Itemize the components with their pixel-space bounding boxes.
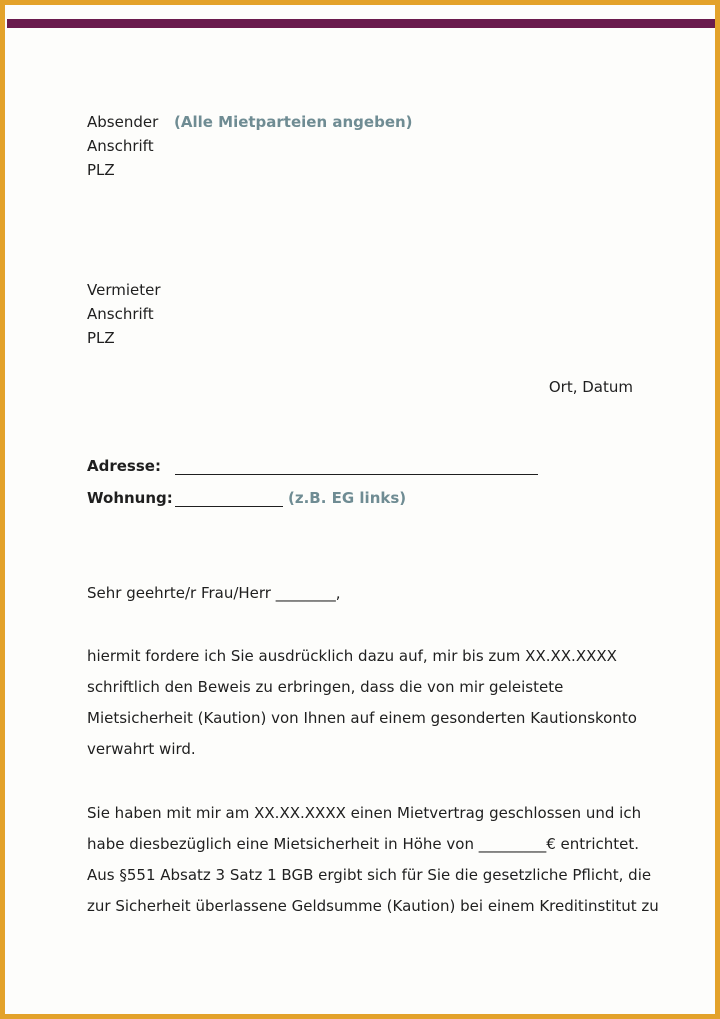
sender-address: Anschrift: [87, 137, 154, 155]
apartment-label: Wohnung:: [87, 489, 173, 507]
landlord-zip: PLZ: [87, 329, 115, 347]
paragraph-line: hiermit fordere ich Sie ausdrücklich dazu auf, mir bis zum XX.XX.XXXX: [87, 647, 617, 665]
salutation: Sehr geehrte/r Frau/Herr ________,: [87, 584, 341, 602]
apartment-note: (z.B. EG links): [288, 489, 407, 507]
paragraph-line: Aus §551 Absatz 3 Satz 1 BGB ergibt sich für Sie die gesetzliche Pflicht, die: [87, 866, 652, 884]
sender-note: (Alle Mietparteien angeben): [174, 113, 413, 131]
address-label: Adresse:: [87, 457, 161, 475]
address-blank-line: [175, 474, 538, 475]
paragraph-line: Mietsicherheit (Kaution) von Ihnen auf einem gesonderten Kautionskonto: [87, 709, 637, 727]
sender-zip: PLZ: [87, 161, 115, 179]
sender-name: Absender: [87, 113, 159, 131]
paragraph-line: habe diesbezüglich eine Mietsicherheit in Höhe von _________€ entrichtet.: [87, 835, 640, 853]
paragraph-line: Sie haben mit mir am XX.XX.XXXX einen Mietvertrag geschlossen und ich: [87, 804, 642, 822]
place-date: Ort, Datum: [548, 378, 633, 396]
apartment-blank-line: [175, 506, 283, 507]
header-accent-bar: [7, 19, 715, 28]
paragraph-line: schriftlich den Beweis zu erbringen, dass die von mir geleistete: [87, 678, 564, 696]
landlord-address: Anschrift: [87, 305, 154, 323]
landlord-name: Vermieter: [87, 281, 161, 299]
paragraph-line: verwahrt wird.: [87, 740, 196, 758]
paragraph-line: zur Sicherheit überlassene Geldsumme (Kaution) bei einem Kreditinstitut zu: [87, 897, 659, 915]
